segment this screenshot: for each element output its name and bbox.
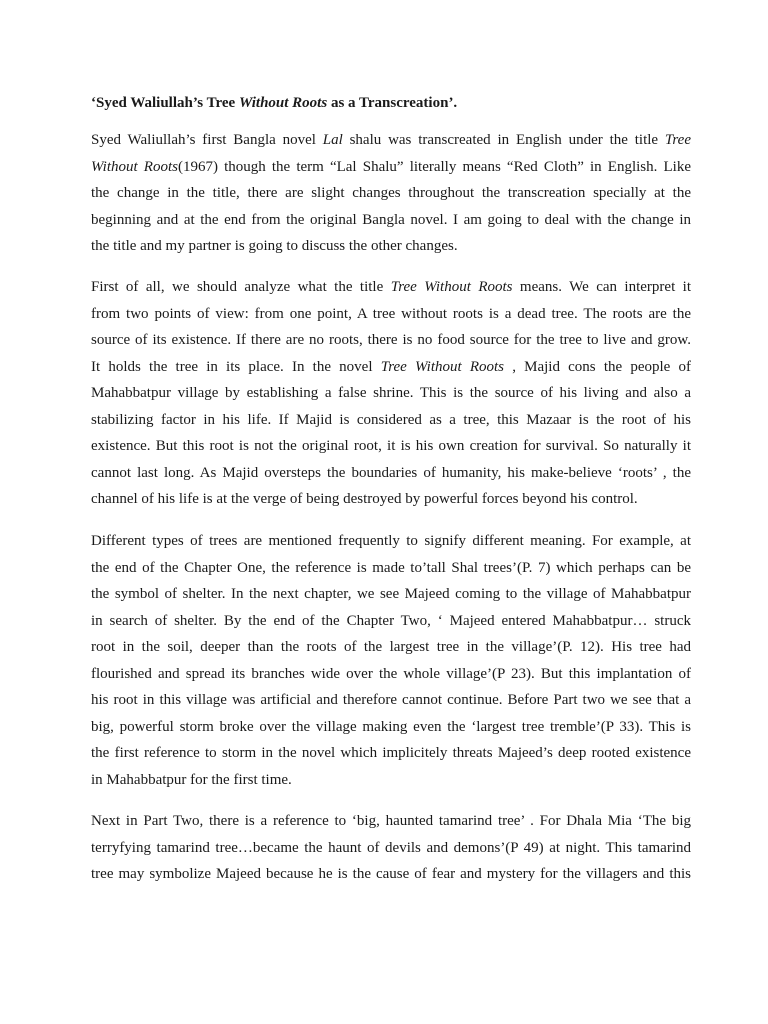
text-run: beginning and at the end from the original Bangla novel. I am going to deal with the change in [91, 211, 691, 228]
text-run: (1967) though the term “Lal Shalu” literally means “Red Cloth” in English. Like [177, 158, 691, 175]
paragraph-2 [91, 274, 691, 513]
text-run: existence. But this root is not the original root, it is his own creation for survival. So naturally it [91, 438, 691, 454]
text-run: cannot last long. As Majid oversteps the boundaries of humanity, his make-believe ‘roots’ , the [91, 464, 691, 481]
text-line [91, 555, 691, 582]
text-line [91, 486, 691, 513]
text-run: his root in this village was artificial and therefore cannot continue. Before Part two we see that a [91, 692, 691, 708]
text-run: tree may symbolize Majeed because he is the cause of fear and mystery for the villagers and this [91, 866, 691, 882]
text-run: big, powerful storm broke over the village making even the ‘largest tree tremble’(P 33). This is [91, 718, 691, 735]
text-line [91, 835, 691, 862]
text-line [91, 740, 691, 767]
text-line [91, 460, 691, 487]
text-run: Mahabbatpur village by establishing a false shrine. This is the source of his living and also a [91, 385, 691, 401]
text-run: stabilizing factor in his life. If Majid is considered as a tree, this Mazaar is the root of his [91, 411, 691, 428]
text-run: Syed Waliullah’s first Bangla novel [91, 132, 323, 148]
italic-text: Tree Without Roots [390, 279, 513, 295]
text-line [91, 528, 691, 555]
text-run: Next in Part Two, there is a reference to ‘big, haunted tamarind tree’ . For Dhala Mia ‘The big [91, 813, 691, 829]
italic-text: Lal [322, 132, 343, 148]
text-run: root in the soil, deeper than the roots of the largest tree in the village’(P. 12). His tree had [91, 639, 691, 655]
italic-text: Tree [664, 132, 692, 148]
text-line [91, 581, 691, 608]
text-run: from two points of view: from one point, A tree without roots is a dead tree. The roots are the [91, 305, 691, 322]
text-line [91, 354, 691, 381]
text-run: Different types of trees are mentioned frequently to signify different meaning. For example, at [91, 533, 691, 549]
text-run: the first reference to storm in the novel which implicitely threats Majeed’s deep rooted existence [91, 745, 691, 761]
italic-text: Tree Without Roots [380, 358, 505, 375]
text-run: , Majid cons the people of [504, 358, 691, 375]
text-line [91, 301, 691, 328]
paragraph-3 [91, 528, 691, 793]
text-line [91, 861, 691, 888]
text-line [91, 154, 691, 181]
text-run: channel of his life is at the verge of being destroyed by powerful forces beyond his control. [91, 491, 638, 507]
text-line [91, 274, 691, 301]
paragraph-4 [91, 808, 691, 888]
text-run: the end of the Chapter One, the reference is made to’tall Shal trees’(P. 7) which perhaps can be [91, 559, 691, 576]
text-run: source of its existence. If there are no roots, there is no food source for the tree to live and grow. [91, 332, 691, 348]
title-suffix: as a Transcreation’. [327, 95, 458, 111]
text-line [91, 634, 691, 661]
text-line [91, 767, 691, 794]
text-line [91, 380, 691, 407]
text-line [91, 714, 691, 741]
text-run: It holds the tree in its place. In the novel [91, 358, 381, 375]
text-run: shalu was transcreated in English under the title [342, 132, 665, 148]
text-line [91, 433, 691, 460]
text-line [91, 687, 691, 714]
italic-text: Without Roots [91, 158, 178, 175]
text-line [91, 233, 691, 260]
title-italic: Without Roots [238, 95, 328, 111]
text-line [91, 407, 691, 434]
text-run: means. We can interpret it [512, 279, 692, 295]
text-run: terryfying tamarind tree…became the haunt of devils and demons’(P 49) at night. This tamarind [91, 839, 691, 856]
text-run: the symbol of shelter. In the next chapter, we see Majeed coming to the village of Mahabbatpur [91, 586, 691, 602]
text-run: in search of shelter. By the end of the Chapter Two, ‘ Majeed entered Mahabbatpur… struck [91, 612, 691, 629]
text-line [91, 207, 691, 234]
document-title [91, 93, 457, 113]
text-run: in Mahabbatpur for the first time. [91, 771, 292, 788]
text-run: First of all, we should analyze what the title [91, 279, 391, 295]
text-line [91, 327, 691, 354]
text-run: flourished and spread its branches wide over the whole village’(P 23). But this implantation of [91, 665, 691, 682]
text-line [91, 180, 691, 207]
text-line [91, 808, 691, 835]
text-run: the title and my partner is going to discuss the other changes. [91, 238, 458, 254]
paragraph-1 [91, 127, 691, 260]
text-line [91, 661, 691, 688]
text-line [91, 608, 691, 635]
title-prefix: ‘Syed Waliullah’s Tree [91, 95, 239, 111]
text-line [91, 127, 691, 154]
text-run: the change in the title, there are slight changes throughout the transcreation specially at the [91, 185, 691, 201]
